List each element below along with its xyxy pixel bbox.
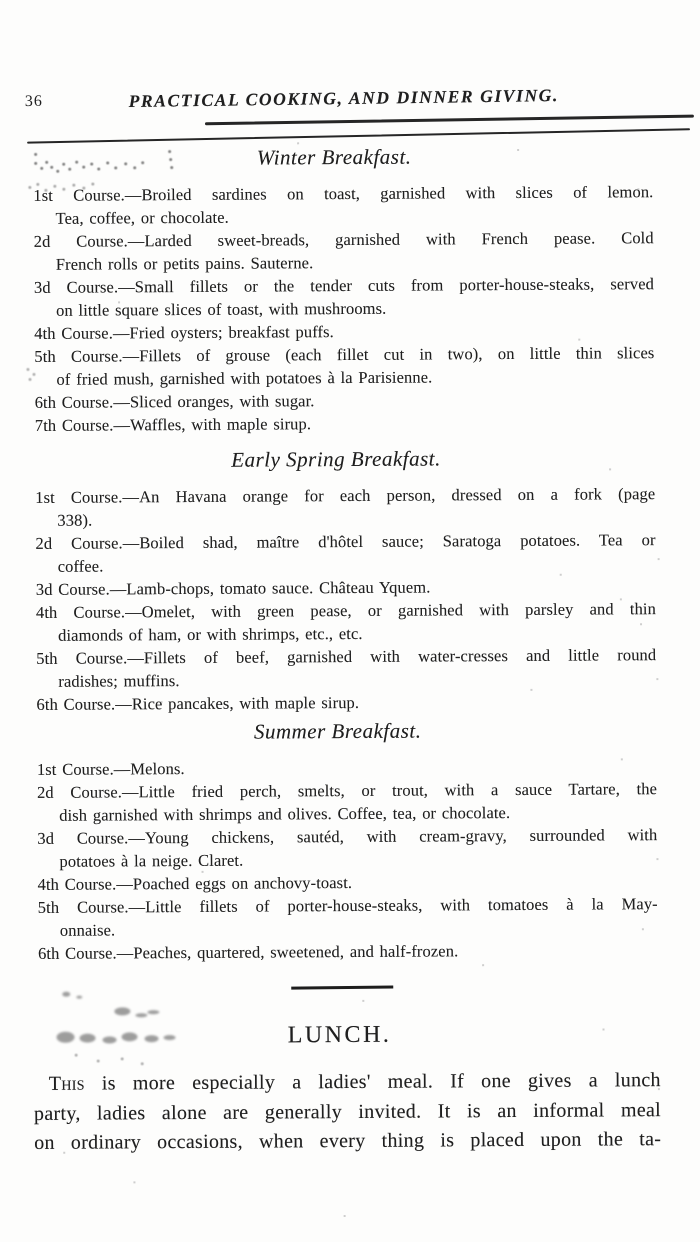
ink-smudge	[57, 1032, 75, 1043]
section-title-early-spring-breakfast: Early Spring Breakfast.	[231, 446, 441, 472]
course-line: 3d Course.—Young chickens, sautéd, with cream-gravy, surrounded with	[37, 825, 658, 848]
course-line-continuation: potatoes à la neige. Claret.	[59, 850, 244, 871]
course-line: 3d Course.—Small fillets or the tender cuts from porter-house-steaks, served	[33, 274, 655, 297]
course-line-continuation: of fried mush, garnished with potatoes à la Parisienne.	[56, 367, 433, 389]
paragraph-line-text: is more especially a ladies' meal. If one gives a lunch	[101, 1069, 661, 1095]
menu-section-early-spring-breakfast	[35, 445, 657, 716]
course-line: 1st Course.—Melons.	[36, 759, 185, 779]
section-title-summer-breakfast: Summer Breakfast.	[253, 718, 422, 744]
course-line: 6th Course.—Peaches, quartered, sweetened, and half-frozen.	[37, 941, 459, 963]
ink-smudge	[114, 1007, 130, 1015]
course-line: 5th Course.—Fillets of beef, garnished with water-cresses and little round	[36, 645, 657, 668]
course-line-continuation: coffee.	[57, 556, 104, 576]
course-line: 5th Course.—Little fillets of porter-house-steaks, with tomatoes à la May-	[37, 894, 658, 917]
header-rule-top	[205, 115, 694, 125]
ink-smudge	[75, 1054, 78, 1057]
course-line-continuation: 338).	[57, 510, 93, 530]
course-line: 1st Course.—Broiled sardines on toast, garnished with slices of lemon.	[33, 182, 654, 205]
course-line: 6th Course.—Sliced oranges, with sugar.	[34, 391, 315, 412]
course-line: 5th Course.—Fillets of grouse (each fillet cut in two), on little thin slices	[34, 343, 655, 366]
ink-smudge	[28, 186, 31, 189]
chapter-heading-lunch: LUNCH.	[287, 1021, 392, 1049]
menu-section-winter-breakfast	[33, 143, 655, 437]
ink-smudge	[168, 150, 171, 153]
course-line: 2d Course.—Larded sweet-breads, garnished with French pease. Cold	[33, 228, 654, 251]
paragraph-line	[34, 1066, 661, 1099]
course-line: 3d Course.—Lamb-chops, tomato sauce. Château Yquem.	[35, 577, 431, 599]
course-list-summer	[37, 754, 658, 965]
section-title-winter-breakfast: Winter Breakfast.	[256, 144, 412, 170]
paragraph-line: on ordinary occasions, when every thing is placed upon the ta-	[34, 1128, 662, 1154]
paragraph-lead-cap: T	[48, 1072, 62, 1095]
running-title: PRACTICAL COOKING, AND DINNER GIVING.	[128, 85, 560, 112]
paragraph-line: party, ladies alone are generally invited. It is an informal meal	[33, 1098, 662, 1125]
course-line-continuation: radishes; muffins.	[58, 671, 180, 691]
course-line: 7th Course.—Waffles, with maple sirup.	[34, 414, 312, 435]
course-line-continuation: onnaise.	[59, 920, 116, 940]
course-line: 2d Course.—Boiled shad, maître d'hôtel sauce; Saratoga potatoes. Tea or	[35, 530, 656, 553]
course-line-continuation: Tea, coffee, or chocolate.	[55, 207, 229, 228]
page-number: 36	[24, 92, 43, 110]
ink-smudge	[62, 992, 70, 997]
ink-smudge	[26, 368, 29, 371]
course-line: 6th Course.—Rice pancakes, with maple sirup.	[36, 692, 360, 714]
lunch-paragraph	[34, 1066, 662, 1158]
course-line: 1st Course.—An Havana orange for each person, dressed on a fork (page	[35, 484, 656, 507]
course-line: 4th Course.—Fried oysters; breakfast puffs.	[34, 322, 334, 343]
page-header	[24, 85, 657, 116]
course-list-winter	[33, 180, 655, 437]
paragraph-lead-smallcaps: his	[61, 1072, 85, 1095]
course-line-continuation: dish garnished with shrimps and olives. Coffee, tea, or chocolate.	[59, 803, 511, 825]
ink-smudge	[34, 153, 37, 156]
course-line: 4th Course.—Omelet, with green pease, or garnished with parsley and thin	[35, 599, 656, 622]
header-rule-bottom	[27, 128, 690, 143]
course-line-continuation: on little square slices of toast, with mushrooms.	[56, 298, 387, 320]
course-line-continuation: French rolls or petits pains. Sauterne.	[55, 253, 314, 274]
course-line-continuation: diamonds of ham, or with shrimps, etc., etc.	[58, 623, 363, 645]
course-list-early-spring	[35, 482, 656, 716]
course-line: 4th Course.—Poached eggs on anchovy-toast.	[37, 872, 353, 894]
course-line: 2d Course.—Little fried perch, smelts, or trout, with a sauce Tartare, the	[36, 779, 658, 802]
menu-section-summer-breakfast	[37, 717, 658, 965]
section-divider-rule	[291, 985, 393, 989]
